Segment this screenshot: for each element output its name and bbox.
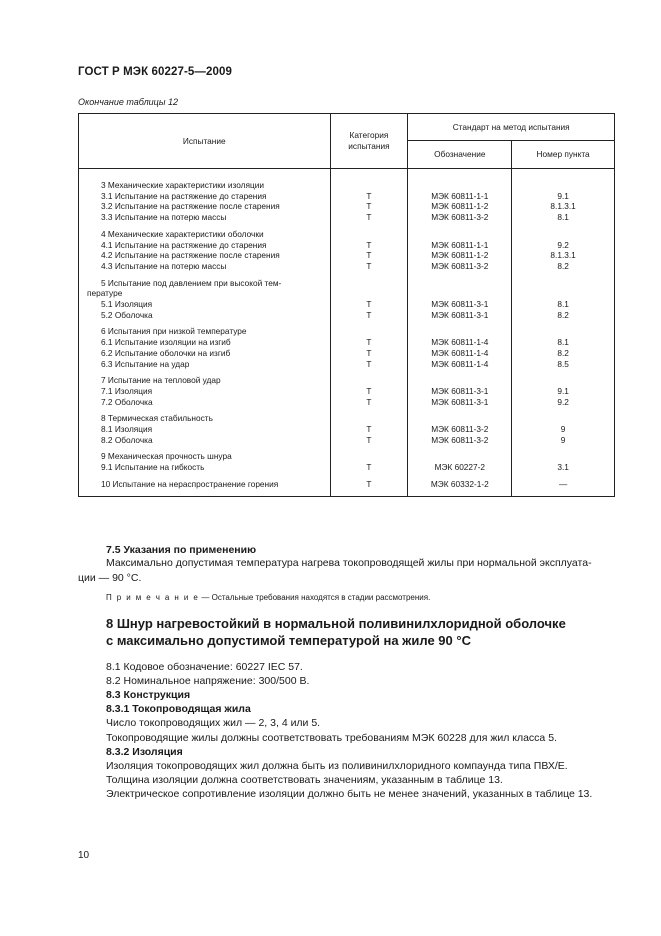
test-category: Т: [330, 397, 408, 408]
test-category: Т: [330, 191, 408, 202]
p-8-2: 8.2 Номинальное напряжение: 300/500 В.: [106, 675, 310, 687]
note: [106, 593, 430, 602]
empty-cell: [408, 229, 512, 240]
header-designation: Обозначение: [408, 141, 512, 169]
group-title: 4 Механические характеристики оболочки: [79, 229, 331, 240]
test-standard: МЭК 60811-1-4: [408, 359, 512, 370]
group-title-row: [79, 375, 615, 386]
section-8-heading-line1: 8 Шнур нагревостойкий в нормальной поливинилхлоридной оболочке: [106, 616, 566, 631]
empty-cell: [512, 451, 615, 462]
test-standard: МЭК 60811-1-2: [408, 250, 512, 261]
test-standard: МЭК 60811-3-2: [408, 424, 512, 435]
test-category: Т: [330, 348, 408, 359]
test-name: 3.2 Испытание на растяжение после старения: [79, 201, 331, 212]
p-8-3-1: 8.3.1 Токопроводящая жила: [106, 703, 251, 715]
test-clause: 8.1: [512, 299, 615, 310]
group-title-row: [79, 278, 615, 289]
table-row: [79, 424, 615, 435]
p-8-3-2: 8.3.2 Изоляция: [106, 746, 183, 758]
test-clause: 8.1: [512, 212, 615, 223]
test-category: Т: [330, 337, 408, 348]
test-clause: 3.1: [512, 462, 615, 473]
note-label: П р и м е ч а н и е: [106, 593, 200, 602]
test-standard: МЭК 60811-1-2: [408, 201, 512, 212]
test-standard: МЭК 60811-3-1: [408, 299, 512, 310]
test-name: 6.3 Испытание на удар: [79, 359, 331, 370]
test-clause: 9.1: [512, 386, 615, 397]
group-title: 5 Испытание под давлением при высокой тем-: [79, 278, 331, 289]
test-name: 6.2 Испытание оболочки на изгиб: [79, 348, 331, 359]
empty-cell: [330, 180, 408, 191]
test-name: 5.2 Оболочка: [79, 310, 331, 321]
note-text: — Остальные требования находятся в стадии рассмотрения.: [199, 593, 431, 602]
test-name: 3.1 Испытание на растяжение до старения: [79, 191, 331, 202]
empty-cell: [512, 326, 615, 337]
table-row: [79, 191, 615, 202]
spacer-cell: [512, 169, 615, 181]
test-category: Т: [330, 310, 408, 321]
empty-cell: [408, 375, 512, 386]
table-row: [79, 397, 615, 408]
test-name: 7.2 Оболочка: [79, 397, 331, 408]
test-category: Т: [330, 201, 408, 212]
spacer-cell: [79, 490, 331, 497]
test-name: 7.1 Изоляция: [79, 386, 331, 397]
empty-cell: [408, 413, 512, 424]
empty-cell: [408, 278, 512, 289]
group-title-cont-row: [79, 288, 615, 299]
test-standard: МЭК 60332-1-2: [408, 479, 512, 490]
test-category: Т: [330, 212, 408, 223]
table-row: [79, 462, 615, 473]
test-clause: 8.2: [512, 310, 615, 321]
test-clause: 8.5: [512, 359, 615, 370]
empty-cell: [512, 413, 615, 424]
test-standard: МЭК 60811-1-1: [408, 191, 512, 202]
empty-cell: [330, 326, 408, 337]
p-8-3-2-a: Изоляция токопроводящих жил должна быть из поливинилхлоридного компаунда типа ПВХ/Е.: [106, 760, 568, 772]
table-row: [79, 337, 615, 348]
test-name: 8.2 Оболочка: [79, 435, 331, 446]
group-title-row: [79, 229, 615, 240]
group-title-row: [79, 451, 615, 462]
section-7-5-title: 7.5 Указания по применению: [106, 544, 257, 556]
test-clause: 9.2: [512, 240, 615, 251]
test-category: Т: [330, 299, 408, 310]
test-category: Т: [330, 462, 408, 473]
test-clause: 8.2: [512, 348, 615, 359]
empty-cell: [408, 326, 512, 337]
test-clause: 8.1.3.1: [512, 250, 615, 261]
test-name: 3.3 Испытание на потерю массы: [79, 212, 331, 223]
empty-cell: [330, 229, 408, 240]
table-12: [78, 113, 615, 497]
page-number: 10: [78, 850, 90, 861]
spacer-cell: [408, 490, 512, 497]
header-category: Категория испытания: [330, 114, 408, 169]
p-8-3-2-c: Электрическое сопротивление изоляции должно быть не менее значений, указанных в таблице 13.: [106, 788, 593, 800]
test-name: 6.1 Испытание изоляции на изгиб: [79, 337, 331, 348]
table-row: [79, 212, 615, 223]
section-8-heading: [106, 616, 606, 649]
empty-cell: [330, 413, 408, 424]
empty-cell: [512, 288, 615, 299]
test-standard: МЭК 60811-1-4: [408, 348, 512, 359]
spacer-cell: [408, 169, 512, 181]
empty-cell: [408, 180, 512, 191]
test-standard: МЭК 60811-3-2: [408, 435, 512, 446]
empty-cell: [330, 278, 408, 289]
empty-cell: [330, 375, 408, 386]
p-8-3-1-b: Токопроводящие жилы должны соответствовать требованиям МЭК 60228 для жил класса 5.: [106, 732, 557, 744]
test-clause: 8.1: [512, 337, 615, 348]
empty-cell: [330, 451, 408, 462]
header-standard-group: Стандарт на метод испытания: [408, 114, 615, 141]
test-clause: 9.1: [512, 191, 615, 202]
test-name: 4.3 Испытание на потерю массы: [79, 261, 331, 272]
table-row: [79, 348, 615, 359]
spacer-cell: [330, 490, 408, 497]
test-category: Т: [330, 424, 408, 435]
test-category: Т: [330, 250, 408, 261]
test-clause: 9: [512, 424, 615, 435]
header-test: Испытание: [79, 114, 331, 169]
test-category: Т: [330, 386, 408, 397]
test-standard: МЭК 60811-3-1: [408, 397, 512, 408]
table-row: [79, 261, 615, 272]
test-standard: МЭК 60811-3-1: [408, 310, 512, 321]
test-name: 9.1 Испытание на гибкость: [79, 462, 331, 473]
test-clause: 9.2: [512, 397, 615, 408]
test-name: 8.1 Изоляция: [79, 424, 331, 435]
group-title: 8 Термическая стабильность: [79, 413, 331, 424]
table-row: [79, 479, 615, 490]
group-title: 7 Испытание на тепловой удар: [79, 375, 331, 386]
test-name: 10 Испытание на нераспространение горения: [79, 479, 331, 490]
empty-cell: [512, 180, 615, 191]
group-title-row: [79, 326, 615, 337]
table-row: [79, 435, 615, 446]
test-category: Т: [330, 359, 408, 370]
test-standard: МЭК 60811-1-1: [408, 240, 512, 251]
test-standard: МЭК 60811-3-2: [408, 261, 512, 272]
test-standard: МЭК 60811-3-1: [408, 386, 512, 397]
table-row: [79, 299, 615, 310]
header-clause: Номер пункта: [512, 141, 615, 169]
test-standard: МЭК 60811-1-4: [408, 337, 512, 348]
spacer-row: [79, 490, 615, 497]
test-category: Т: [330, 240, 408, 251]
test-name: 4.2 Испытание на растяжение после старения: [79, 250, 331, 261]
empty-cell: [330, 288, 408, 299]
group-title-row: [79, 413, 615, 424]
group-title: 3 Механические характеристики изоляции: [79, 180, 331, 191]
empty-cell: [512, 278, 615, 289]
section-7-5-line2: ции — 90 °С.: [78, 572, 142, 584]
empty-cell: [512, 375, 615, 386]
test-name: 4.1 Испытание на растяжение до старения: [79, 240, 331, 251]
table-row: [79, 359, 615, 370]
test-clause: 9: [512, 435, 615, 446]
empty-cell: [408, 288, 512, 299]
table-row: [79, 201, 615, 212]
p-8-3-2-b: Толщина изоляции должна соответствовать значениям, указанным в таблице 13.: [106, 774, 503, 786]
group-title-cont: пературе: [79, 288, 331, 299]
table-row: [79, 240, 615, 251]
section-8-heading-line2: с максимально допустимой температурой на жиле 90 °С: [106, 632, 471, 648]
spacer-row: [79, 169, 615, 181]
test-standard: МЭК 60227-2: [408, 462, 512, 473]
test-name: 5.1 Изоляция: [79, 299, 331, 310]
group-title: 6 Испытания при низкой температуре: [79, 326, 331, 337]
group-title: 9 Механическая прочность шнура: [79, 451, 331, 462]
empty-cell: [512, 229, 615, 240]
empty-cell: [408, 451, 512, 462]
p-8-1: 8.1 Кодовое обозначение: 60227 IEC 57.: [106, 661, 303, 673]
section-7-5-line1: Максимально допустимая температура нагрева токопроводящей жилы при нормальной эксплуата-: [106, 557, 592, 569]
document-code: ГОСТ Р МЭК 60227-5—2009: [78, 66, 232, 78]
table-caption: Окончание таблицы 12: [78, 97, 178, 107]
table-row: [79, 250, 615, 261]
test-category: Т: [330, 261, 408, 272]
group-title-row: [79, 180, 615, 191]
test-category: Т: [330, 479, 408, 490]
spacer-cell: [79, 169, 331, 181]
test-category: Т: [330, 435, 408, 446]
p-8-3: 8.3 Конструкция: [106, 689, 191, 701]
test-clause: 8.2: [512, 261, 615, 272]
p-8-3-1-a: Число токопроводящих жил — 2, 3, 4 или 5.: [106, 717, 321, 729]
test-clause: —: [512, 479, 615, 490]
table-row: [79, 386, 615, 397]
test-clause: 8.1.3.1: [512, 201, 615, 212]
test-standard: МЭК 60811-3-2: [408, 212, 512, 223]
spacer-cell: [512, 490, 615, 497]
table-row: [79, 310, 615, 321]
spacer-cell: [330, 169, 408, 181]
